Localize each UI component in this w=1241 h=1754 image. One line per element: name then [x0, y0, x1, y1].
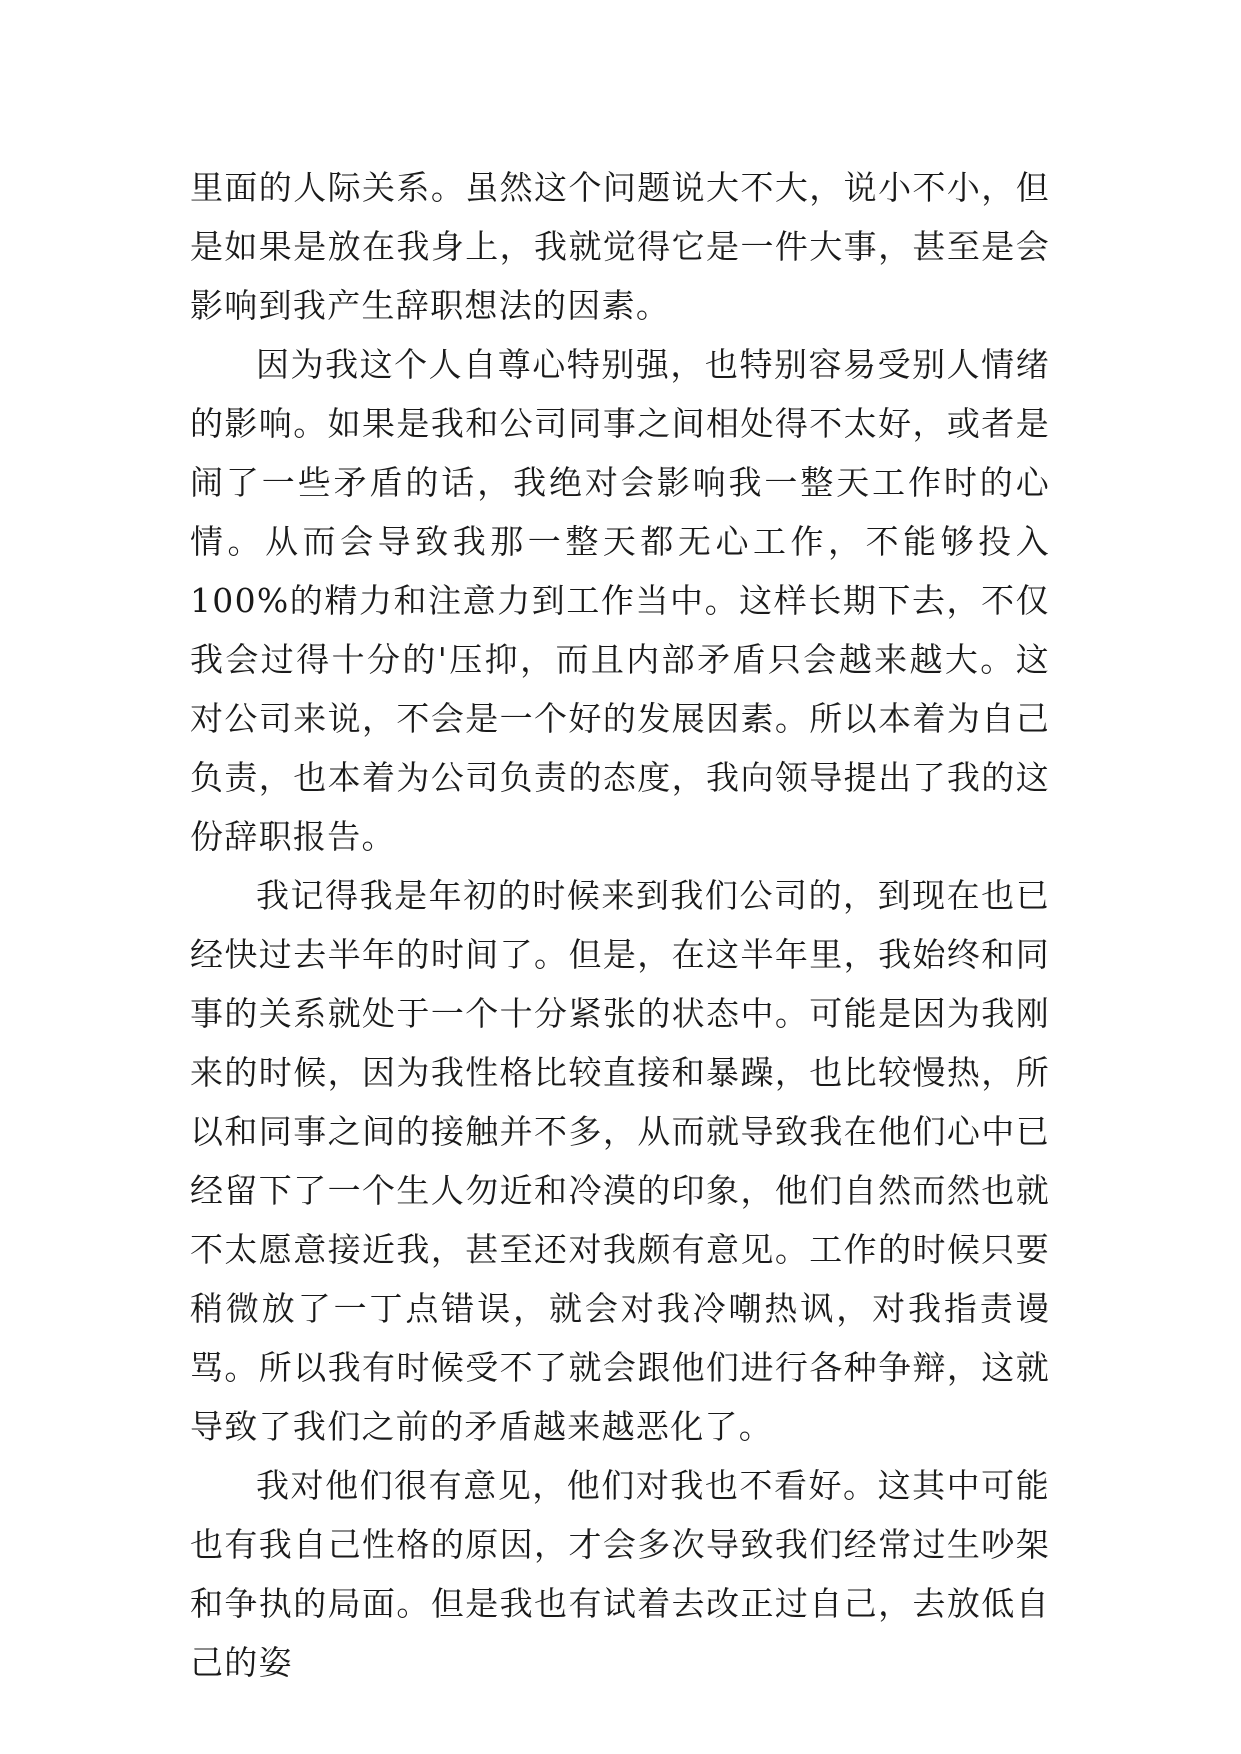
paragraph-3: 我记得我是年初的时候来到我们公司的，到现在也已经快过去半年的时间了。但是，在这半年里，我始终和同事的关系就处于一个十分紧张的状态中。可能是因为我刚来的时候，因为我性格比较直接和暴躁，也比较慢热，所以和同事之间的接触并不多，从而就导致我在他们心中已经留下了一个生人勿近和冷漠的印象，他们自然而然也就不太愿意接近我，甚至还对我颇有意见。工作的时候只要稍微放了一丁点错误，就会对我冷嘲热讽，对我指责谩骂。所以我有时候受不了就会跟他们进行各种争辩，这就导致了我们之前的矛盾越来越恶化了。 — [190, 876, 1050, 1446]
paragraph-2: 因为我这个人自尊心特别强，也特别容易受别人情绪的影响。如果是我和公司同事之间相处得不太好，或者是闹了一些矛盾的话，我绝对会影响我一整天工作时的心情。从而会导致我那一整天都无心工作，不能够投入100%的精力和注意力到工作当中。这样长期下去，不仅我会过得十分的'压抑，而且内部矛盾只会越来越大。这对公司来说，不会是一个好的发展因素。所以本着为自己负责，也本着为公司负责的态度，我向领导提出了我的这份辞职报告。 — [190, 345, 1050, 856]
paragraph-1: 里面的人际关系。虽然这个问题说大不大，说小不小，但是如果是放在我身上，我就觉得它是一件大事，甚至是会影响到我产生辞职想法的因素。 — [190, 168, 1050, 325]
document-body — [190, 158, 1050, 1692]
paragraph-4: 我对他们很有意见，他们对我也不看好。这其中可能也有我自己性格的原因，才会多次导致我们经常过生吵架和争执的局面。但是我也有试着去改正过自己，去放低自己的姿 — [190, 1466, 1050, 1682]
